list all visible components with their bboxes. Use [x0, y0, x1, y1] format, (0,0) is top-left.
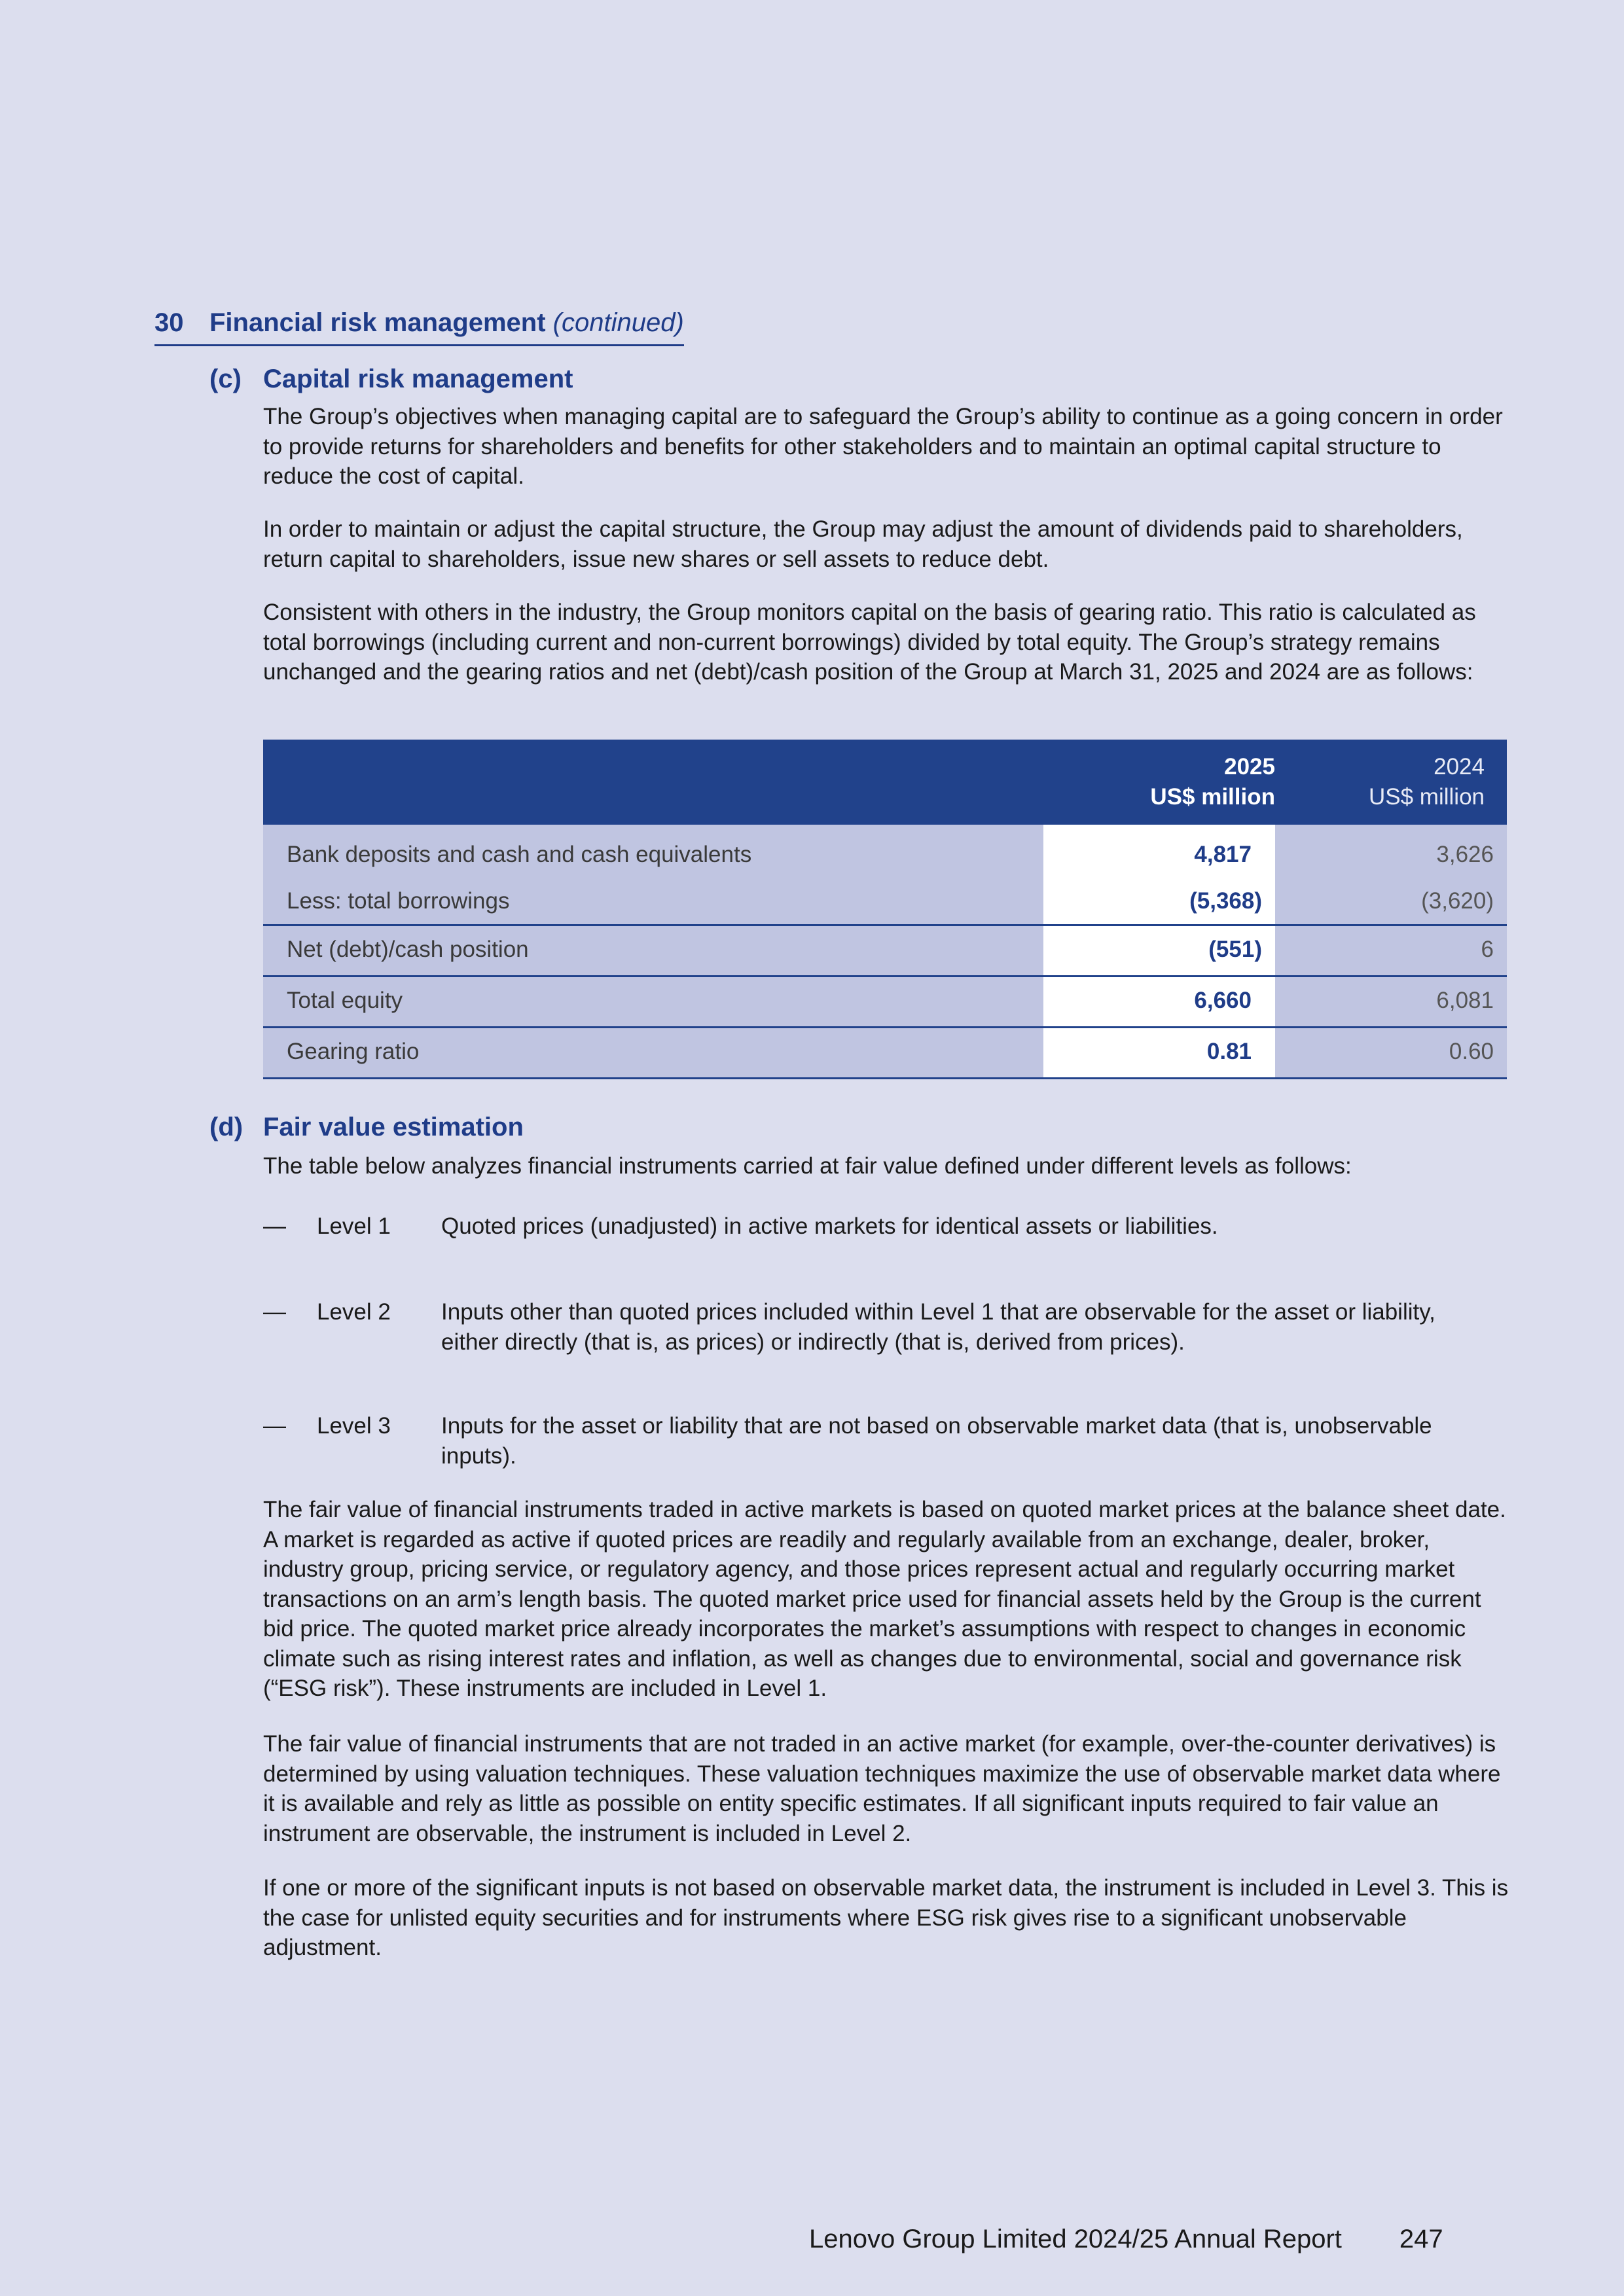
table-row: [263, 1026, 1507, 1079]
row-label: Bank deposits and cash and cash equivalents: [287, 842, 752, 867]
fair-value-intro: The table below analyzes financial instruments carried at fair value defined under different levels as follows:: [263, 1153, 1352, 1179]
footer-publication: Lenovo Group Limited 2024/25 Annual Report: [809, 2225, 1342, 2253]
level-description: Inputs for the asset or liability that are not based on observable market data (that is, unobservable inputs).: [441, 1413, 1432, 1469]
level-name: Level 3: [317, 1413, 391, 1439]
row-value-2024: 0.60: [1449, 1039, 1494, 1064]
fair-value-title: Fair value estimation: [263, 1113, 524, 1141]
row-value-2025: 4,817: [1043, 825, 1275, 888]
fair-value-heading: [209, 1109, 524, 1145]
table-body: [263, 825, 1507, 1079]
row-label: Net (debt)/cash position: [287, 937, 529, 962]
row-value-2024: 6: [1481, 937, 1494, 962]
capital-paragraph-3: Consistent with others in the industry, the Group monitors capital on the basis of gearing ratio. This ratio is calculated as total borrowings (including current and non-current borrowings) divided by total equity. The Group’s strategy remains unchanged and the gearing ratios and net (debt)/cash position of the Group at March 31, 2025 and 2024 are as follows:: [263, 600, 1476, 685]
page-number: 247: [1399, 2225, 1443, 2253]
level-item: [263, 1297, 1513, 1357]
header-2024: [1275, 752, 1485, 812]
row-value-2025: 6,660: [1043, 977, 1275, 1026]
fair-value-paragraph-2: The fair value of financial instruments that are not traded in an active market (for example, over-the-counter derivatives) is determined by using valuation techniques. These valuation techniques maximize the use of observable market data where it is available and rely as little as possible on entity specific estimates. If all significant inputs required to fair value an instrument are observable, the instrument is included in Level 2.: [263, 1731, 1501, 1846]
level-item: [263, 1211, 1513, 1242]
row-value-2025: (5,368): [1043, 888, 1275, 924]
capital-letter: (c): [209, 365, 242, 393]
fair-value-paragraph-1: The fair value of financial instruments traded in active markets is based on quoted market prices at the balance sheet date. A market is regarded as active if quoted prices are readily and regularly available from an exchange, dealer, broker, industry group, pricing service, or regulatory agency, and those prices represent actual and regularly occurring market transactions on an arm’s length basis. The quoted market price used for financial assets held by the Group is the current bid price. The quoted market price already incorporates the market’s assumptions with respect to changes in economic climate such as rising interest rates and inflation, as well as changes due to environmental, social and governance risk (“ESG risk”). These instruments are included in Level 1.: [263, 1497, 1506, 1701]
header-2025-unit: US$ million: [1150, 784, 1275, 810]
fair-value-letter: (d): [209, 1113, 244, 1141]
table-row: [263, 924, 1507, 975]
level-description: Quoted prices (unadjusted) in active markets for identical assets or liabilities.: [441, 1213, 1218, 1239]
table-row: [263, 825, 1507, 888]
header-2025: [1043, 752, 1275, 812]
section-title: Financial risk management: [209, 308, 546, 337]
header-2024-unit: US$ million: [1369, 784, 1485, 810]
capital-paragraph-2: In order to maintain or adjust the capital structure, the Group may adjust the amount of dividends paid to shareholders, return capital to shareholders, issue new shares or sell assets to reduce debt.: [263, 516, 1463, 572]
page-footer: [809, 2223, 1443, 2255]
table-header: [263, 740, 1507, 825]
capital-paragraph-1: The Group’s objectives when managing capital are to safeguard the Group’s ability to continue as a going concern in order to provide returns for shareholders and benefits for other stakeholders and to maintain an optimal capital structure to reduce the cost of capital.: [263, 404, 1503, 489]
header-2024-year: 2024: [1434, 754, 1485, 780]
header-2025-year: 2025: [1224, 754, 1275, 780]
row-value-2025: 0.81: [1043, 1028, 1275, 1077]
table-row: [263, 888, 1507, 924]
level-dash: —: [263, 1213, 286, 1239]
level-dash: —: [263, 1413, 286, 1439]
row-label: Less: total borrowings: [287, 888, 510, 914]
level-name: Level 2: [317, 1299, 391, 1325]
row-label: Gearing ratio: [287, 1039, 420, 1064]
level-dash: —: [263, 1299, 286, 1325]
section-number: 30: [154, 308, 184, 337]
row-label: Total equity: [287, 988, 403, 1013]
level-description: Inputs other than quoted prices included within Level 1 that are observable for the asset or liability, either directly (that is, as prices) or indirectly (that is, derived from prices).: [441, 1299, 1435, 1355]
gearing-table: [263, 740, 1507, 1079]
section-continued: (continued): [552, 308, 684, 337]
row-value-2025: (551): [1043, 926, 1275, 975]
section-heading: [154, 305, 684, 346]
capital-title: Capital risk management: [263, 365, 573, 393]
level-name: Level 1: [317, 1213, 391, 1239]
row-value-2024: 6,081: [1436, 988, 1494, 1013]
capital-risk-heading: [209, 361, 573, 397]
row-value-2024: 3,626: [1436, 842, 1494, 867]
fair-value-paragraph-3: If one or more of the significant inputs is not based on observable market data, the instrument is included in Level 3. This is the case for unlisted equity securities and for instruments where ESG risk gives rise to a significant unobservable adjustment.: [263, 1875, 1509, 1960]
level-item: [263, 1411, 1513, 1471]
row-value-2024: (3,620): [1421, 888, 1494, 914]
table-row: [263, 975, 1507, 1026]
